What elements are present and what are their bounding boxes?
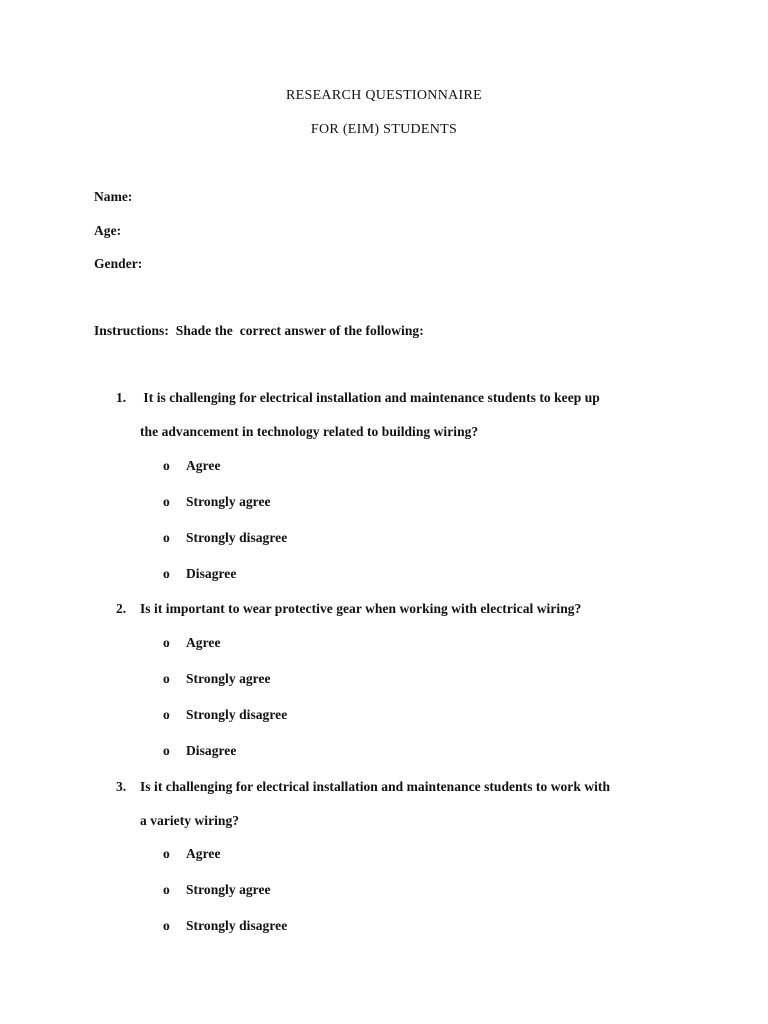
option-bullet-icon: o bbox=[163, 882, 170, 897]
question-number: 3. bbox=[116, 779, 127, 794]
gender-label: Gender: bbox=[94, 256, 143, 271]
option-bullet-icon: o bbox=[163, 458, 170, 473]
option-bullet-icon: o bbox=[163, 743, 170, 758]
option-bullet-icon: o bbox=[163, 635, 170, 650]
option-label: Strongly disagree bbox=[186, 530, 288, 545]
instructions-text: Instructions: Shade the correct answer of the following: bbox=[94, 323, 424, 338]
option-label: Strongly agree bbox=[186, 494, 271, 509]
option-bullet-icon: o bbox=[163, 566, 170, 581]
question-number: 2. bbox=[116, 601, 127, 616]
option-label: Strongly disagree bbox=[186, 918, 288, 933]
option-label: Strongly agree bbox=[186, 671, 271, 686]
option-bullet-icon: o bbox=[163, 707, 170, 722]
option-label: Disagree bbox=[186, 566, 237, 581]
question-text-line2: a variety wiring? bbox=[140, 813, 240, 828]
option-label: Agree bbox=[186, 458, 221, 473]
option-bullet-icon: o bbox=[163, 494, 170, 509]
age-label: Age: bbox=[94, 223, 122, 238]
question-text-line2: the advancement in technology related to building wiring? bbox=[140, 424, 479, 439]
option-label: Agree bbox=[186, 635, 221, 650]
option-label: Strongly agree bbox=[186, 882, 271, 897]
option-bullet-icon: o bbox=[163, 671, 170, 686]
option-label: Agree bbox=[186, 846, 221, 861]
question-text-line1: Is it important to wear protective gear when working with electrical wiring? bbox=[140, 601, 582, 616]
option-bullet-icon: o bbox=[163, 846, 170, 861]
option-bullet-icon: o bbox=[163, 918, 170, 933]
option-label: Strongly disagree bbox=[186, 707, 288, 722]
option-bullet-icon: o bbox=[163, 530, 170, 545]
question-number: 1. bbox=[116, 390, 127, 405]
document-title: RESEARCH QUESTIONNAIRE bbox=[286, 88, 482, 103]
question-text-line1: It is challenging for electrical installation and maintenance students to keep up bbox=[140, 390, 600, 405]
name-label: Name: bbox=[94, 189, 133, 204]
option-label: Disagree bbox=[186, 743, 237, 758]
question-text-line1: Is it challenging for electrical installation and maintenance students to work with bbox=[140, 779, 611, 794]
document-subtitle: FOR (EIM) STUDENTS bbox=[310, 122, 458, 137]
